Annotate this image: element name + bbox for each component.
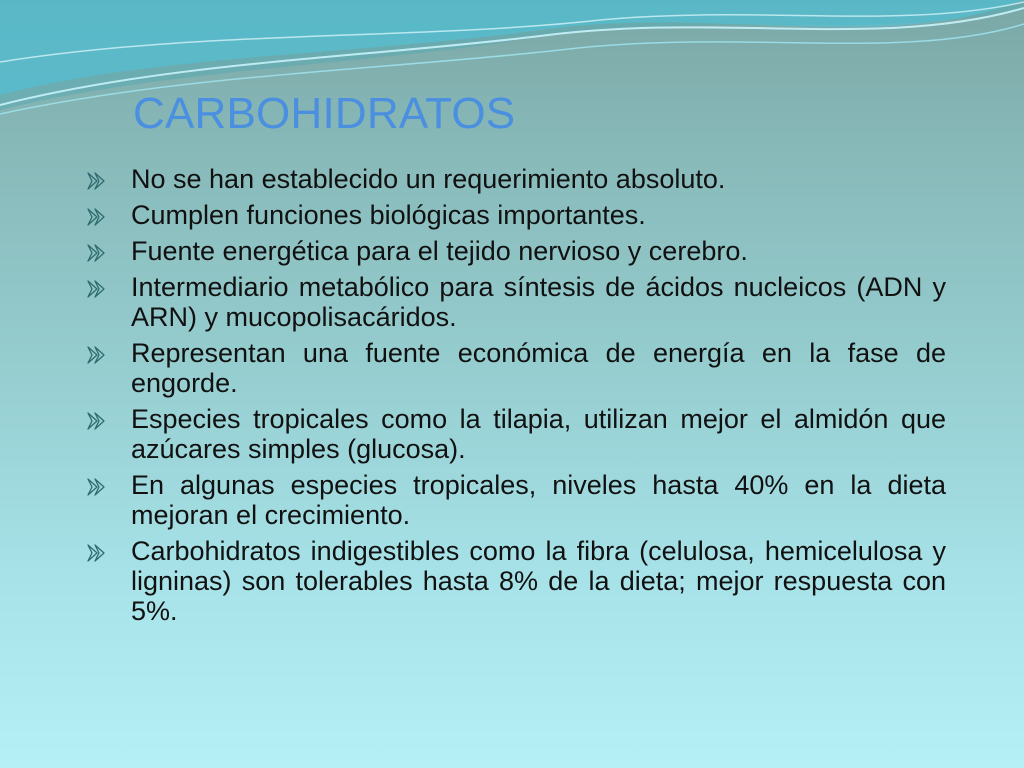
bullet-text: Carbohidratos indigestibles como la fibra (celulosa, hemicelulosa y ligninas) son tolerables hasta 8% de la dieta; mejor respuesta con 5%. xyxy=(131,536,946,626)
bullet-text: Representan una fuente económica de energía en la fase de engorde. xyxy=(131,338,946,398)
chevron-arrow-icon xyxy=(86,279,108,299)
chevron-arrow-icon xyxy=(86,345,108,365)
bullet-item xyxy=(86,200,946,230)
chevron-arrow-icon xyxy=(86,411,108,431)
chevron-arrow-icon xyxy=(86,543,108,563)
slide-title: CARBOHIDRATOS xyxy=(133,89,516,138)
chevron-arrow-icon xyxy=(86,243,108,263)
bullet-item xyxy=(86,272,946,332)
bullet-text: Fuente energética para el tejido nervioso y cerebro. xyxy=(131,236,748,266)
bullet-item xyxy=(86,338,946,398)
bullet-item xyxy=(86,536,946,626)
bullet-item xyxy=(86,164,946,194)
bullet-text: Especies tropicales como la tilapia, utilizan mejor el almidón que azúcares simples (glucosa). xyxy=(131,404,946,464)
bullet-text: Cumplen funciones biológicas importantes. xyxy=(131,200,646,230)
bullet-item xyxy=(86,404,946,464)
bullet-text: Intermediario metabólico para síntesis de ácidos nucleicos (ADN y ARN) y mucopolisacáridos. xyxy=(131,272,946,332)
chevron-arrow-icon xyxy=(86,207,108,227)
bullet-list xyxy=(86,164,946,632)
bullet-item xyxy=(86,236,946,266)
bullet-text: En algunas especies tropicales, niveles hasta 40% en la dieta mejoran el crecimiento. xyxy=(131,470,946,530)
chevron-arrow-icon xyxy=(86,171,108,191)
bullet-item xyxy=(86,470,946,530)
bullet-text: No se han establecido un requerimiento absoluto. xyxy=(131,164,726,194)
chevron-arrow-icon xyxy=(86,477,108,497)
